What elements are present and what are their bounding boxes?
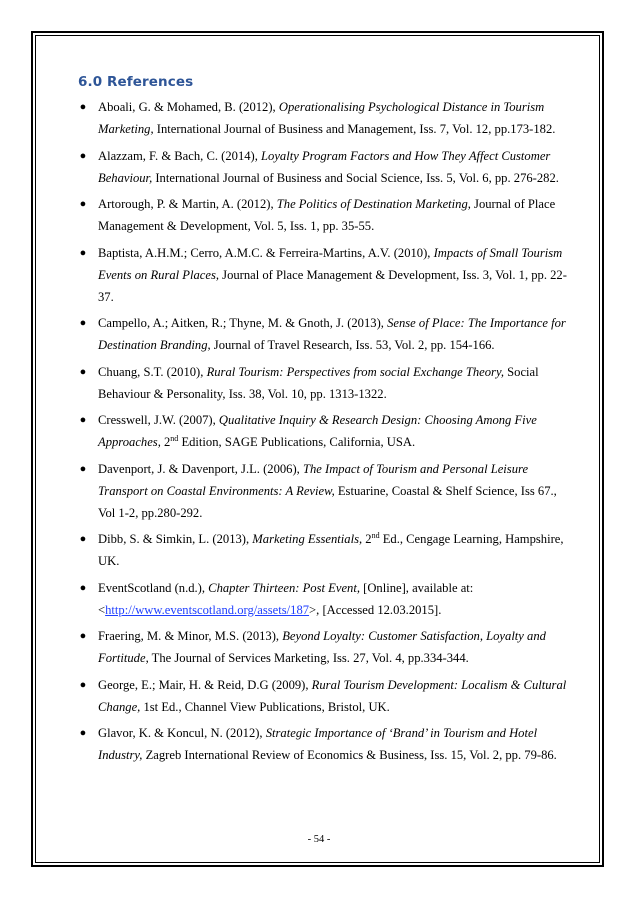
reference-item: ● Glavor, K. & Koncul, N. (2012), Strategic Importance of ‘Brand’ in Tourism and Hotel Industry, Zagreb International Review of Economics & Business, Iss. 15, Vol. 2, pp. 79-86. (78, 722, 570, 766)
reference-item: ● Campello, A.; Aitken, R.; Thyne, M. & Gnoth, J. (2013), Sense of Place: The Importance for Destination Branding, Journal of Travel Research, Iss. 53, Vol. 2, pp. 154-166. (78, 312, 570, 356)
reference-list (78, 96, 570, 766)
bullet-icon: ● (79, 317, 87, 329)
bullet-icon: ● (79, 727, 87, 739)
bullet-icon: ● (79, 678, 87, 691)
bullet-icon: ● (79, 198, 87, 210)
page-number: - 54 - (307, 834, 331, 845)
bullet-icon: ● (79, 414, 87, 426)
reference-item: ● Dibb, S. & Simkin, L. (2013), Marketing Essentials, 2nd Ed., Cengage Learning, Hampshire, UK. (78, 528, 570, 572)
reference-item: ● Aboali, G. & Mohamed, B. (2012), Operationalising Psychological Distance in Tourism Marketing, International Journal of Business and Management, Iss. 7, Vol. 12, pp.173-182. (78, 96, 570, 140)
reference-item: ● Fraering, M. & Minor, M.S. (2013), Beyond Loyalty: Customer Satisfaction, Loyalty and Fortitude, The Journal of Services Marketing, Iss. 27, Vol. 4, pp.334-344. (78, 625, 570, 669)
reference-item: ● Alazzam, F. & Bach, C. (2014), Loyalty Program Factors and How They Affect Customer Behaviour, International Journal of Business and Social Science, Iss. 5, Vol. 6, pp. 276-282. (78, 145, 570, 189)
reference-item: ● George, E.; Mair, H. & Reid, D.G (2009), Rural Tourism Development: Localism & Cultural Change, 1st Ed., Channel View Publications, Bristol, UK. (78, 674, 570, 718)
bullet-icon: ● (79, 149, 87, 162)
bullet-icon: ● (79, 101, 87, 113)
reference-item: ● EventScotland (n.d.), Chapter Thirteen: Post Event, [Online], available at: <http://www.eventscotland.org/assets/187>, [Accessed 12.03.2015]. (78, 577, 570, 621)
reference-item: ● Cresswell, J.W. (2007), Qualitative Inquiry & Research Design: Choosing Among Five Approaches, 2nd Edition, SAGE Publications, California, USA. (78, 409, 570, 453)
section-heading: 6.0 References (78, 74, 194, 90)
reference-item: ● Davenport, J. & Davenport, J.L. (2006), The Impact of Tourism and Personal Leisure Transport on Coastal Environments: A Review, Estuarine, Coastal & Shelf Science, Iss 67., Vol 1-2, pp.280-292. (78, 458, 570, 524)
reference-item: ● Chuang, S.T. (2010), Rural Tourism: Perspectives from social Exchange Theory, Social Behaviour & Personality, Iss. 38, Vol. 10, pp. 1313-1322. (78, 361, 570, 405)
bullet-icon: ● (79, 581, 87, 594)
reference-item: ● Artorough, P. & Martin, A. (2012), The Politics of Destination Marketing, Journal of Place Management & Development, Vol. 5, Iss. 1, pp. 35-55. (78, 193, 570, 237)
bullet-icon: ● (79, 630, 87, 642)
references-section (78, 74, 570, 771)
bullet-icon: ● (79, 246, 87, 259)
reference-item: ● Baptista, A.H.M.; Cerro, A.M.C. & Ferreira-Martins, A.V. (2010), Impacts of Small Tourism Events on Rural Places, Journal of Place Management & Development, Iss. 3, Vol. 1, pp. 22-37. (78, 242, 570, 308)
bullet-icon: ● (79, 533, 87, 545)
bullet-icon: ● (79, 365, 87, 378)
bullet-icon: ● (79, 462, 87, 475)
eventscotland-link[interactable]: http://www.eventscotland.org/assets/187 (105, 602, 310, 617)
